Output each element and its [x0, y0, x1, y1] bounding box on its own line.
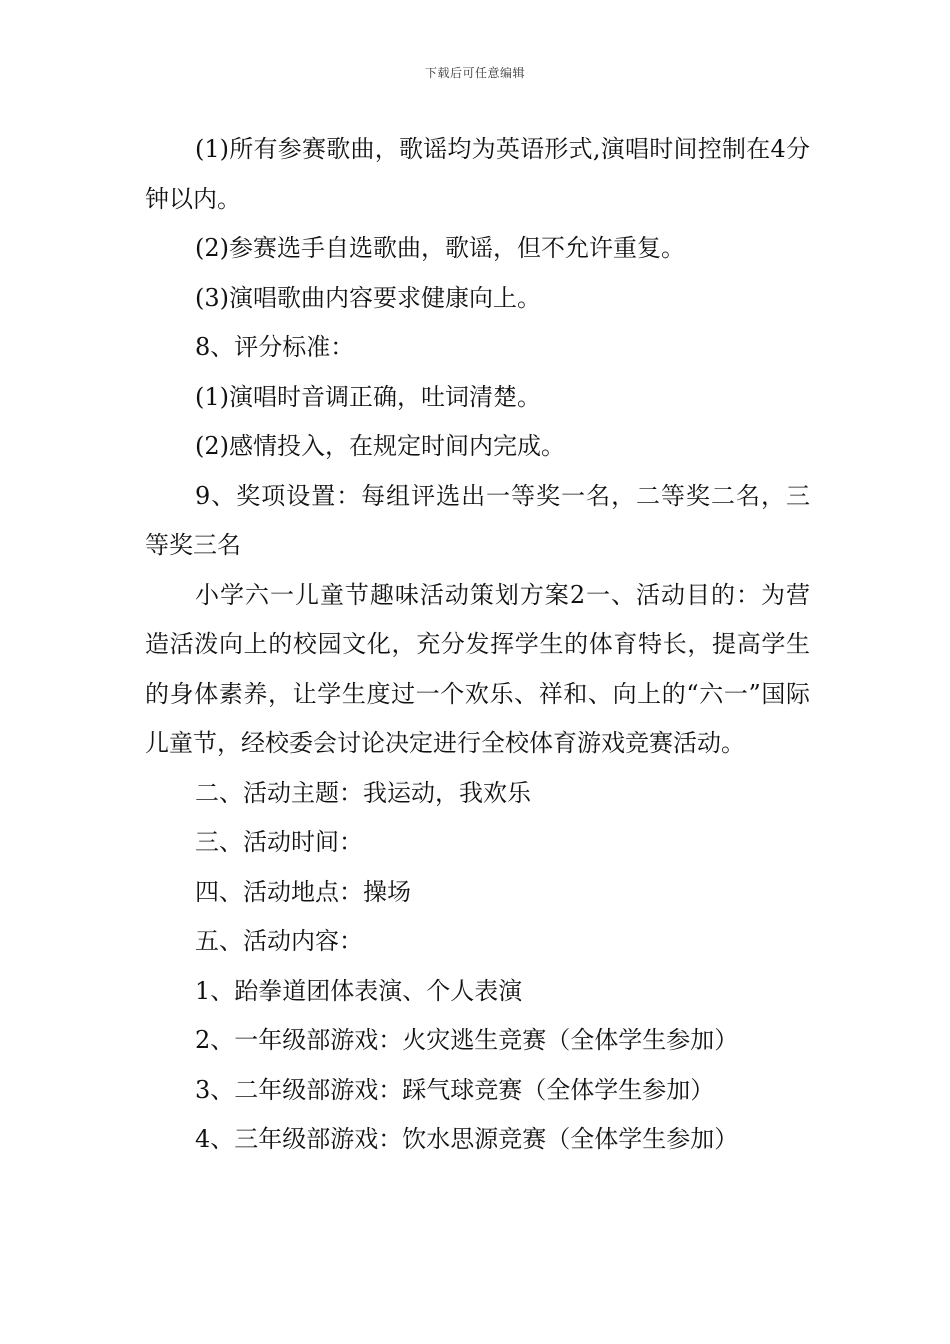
paragraph-location: 四、活动地点：操场 — [195, 877, 411, 906]
list-item-grade-2: 3、二年级部游戏：踩气球竞赛（全体学生参加） — [195, 1075, 715, 1104]
paragraph-awards: 9、奖项设置：每组评选出一等奖一名，二等奖二名，三等奖三名 — [145, 481, 810, 559]
paragraph-rule-1: (1)所有参赛歌曲，歌谣均为英语形式,演唱时间控制在4分钟以内。 — [145, 135, 810, 213]
document-body — [145, 125, 810, 1165]
list-item-grade-3: 4、三年级部游戏：饮水思源竞赛（全体学生参加） — [195, 1125, 739, 1153]
paragraph-scoring-2: (2)感情投入，在规定时间内完成。 — [195, 432, 565, 460]
paragraph-content-heading: 五、活动内容： — [195, 927, 363, 955]
paragraph-time: 三、活动时间： — [195, 828, 363, 856]
paragraph-theme: 二、活动主题：我运动，我欢乐 — [195, 778, 531, 807]
paragraph-scoring-heading: 8、评分标准： — [195, 333, 355, 361]
paragraph-rule-3: (3)演唱歌曲内容要求健康向上。 — [195, 283, 541, 312]
list-item-grade-1: 2、一年级部游戏：火灾逃生竞赛（全体学生参加） — [195, 1026, 739, 1054]
paragraph-rule-2: (2)参赛选手自选歌曲，歌谣，但不允许重复。 — [195, 234, 685, 262]
list-item-taekwondo: 1、跆拳道团体表演、个人表演 — [195, 976, 523, 1005]
paragraph-plan-2-purpose: 小学六一儿童节趣味活动策划方案2一、活动目的：为营造活泼向上的校园文化，充分发挥学生的体育特长，提高学生的身体素养，让学生度过一个欢乐、祥和、向上的“六一”国际儿童节，经校委会讨论决定进行全校体育游戏竞赛活动。 — [145, 580, 810, 757]
page-header: 下载后可任意编辑 — [424, 66, 525, 80]
paragraph-scoring-1: (1)演唱时音调正确，吐词清楚。 — [195, 382, 541, 411]
